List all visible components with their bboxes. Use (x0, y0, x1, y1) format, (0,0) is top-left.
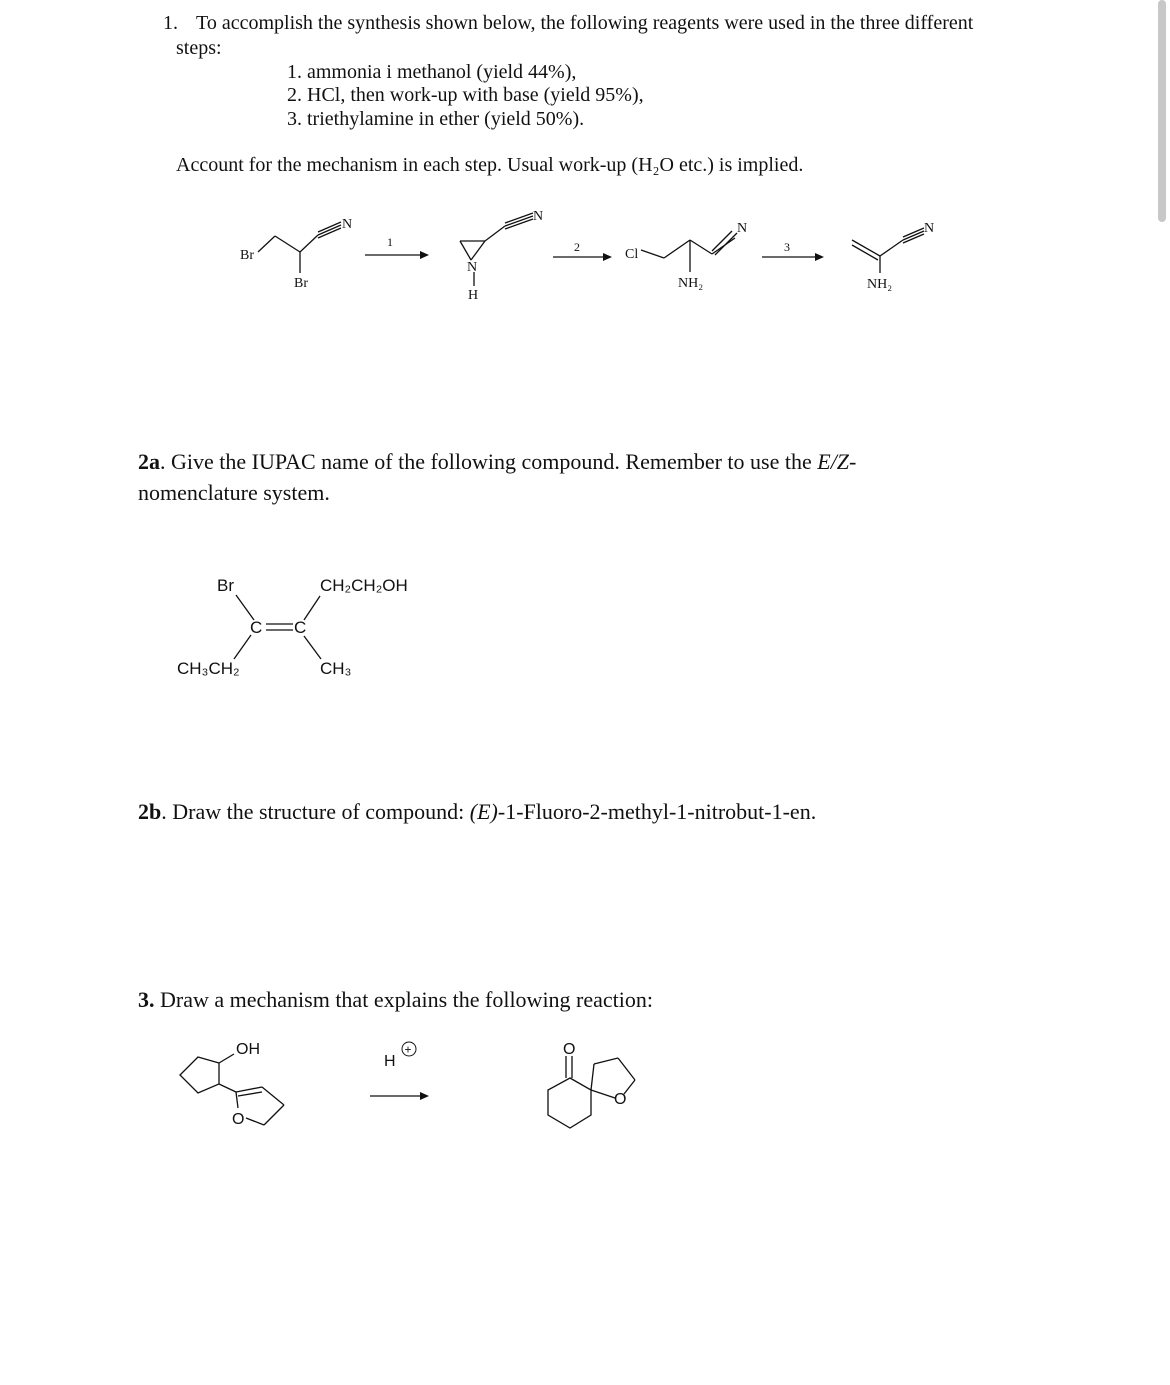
q1-intro-line2: steps: (176, 37, 222, 59)
q2a-prompt (138, 449, 856, 475)
q2b-text: . Draw the structure of compound: (161, 799, 470, 824)
q1-intro-line1: To accomplish the synthesis shown below, the following reagents were used in the three different (196, 12, 974, 34)
q1-reaction-scheme (0, 200, 1170, 320)
scrollbar[interactable] (1158, 0, 1166, 222)
atom-n-aziridine: N (467, 260, 478, 275)
q1-step-3: 3. triethylamine in ether (yield 50%). (287, 108, 585, 130)
atom-n-3: N (737, 221, 748, 236)
atom-br-1: Br (240, 248, 254, 263)
atom-nh2-2: NH₂ (867, 277, 893, 292)
q3-text: Draw a mechanism that explains the following reaction: (154, 987, 654, 1012)
q2a-ez: E/Z- (817, 449, 857, 474)
q2a-prompt-line2: nomenclature system. (138, 480, 330, 505)
q2b-stereo: (E) (469, 799, 498, 824)
q3-label: 3. (138, 987, 155, 1012)
q3-reaction-scheme (160, 1030, 680, 1140)
reagent-plus: + (404, 1042, 412, 1057)
q2b-label: 2b (138, 799, 162, 824)
q3-prompt (138, 987, 653, 1013)
arrow-label-1: 1 (387, 235, 393, 249)
q1-number: 1. (163, 12, 178, 34)
substituent-ch3ch2: CH₃CH₂ (177, 659, 240, 678)
atom-n-4: N (924, 221, 935, 236)
q2b-compound-name: -1-Fluoro-2-methyl-1-nitrobut-1-en. (497, 799, 817, 824)
atom-nh2-1: NH₂ (678, 276, 704, 291)
carbon-left: C (250, 618, 263, 637)
q2a-label: 2a (138, 449, 160, 474)
product-ring-o: O (614, 1091, 627, 1108)
q2b-prompt (138, 799, 816, 825)
reactant-ring-o: O (232, 1111, 245, 1128)
reactant-oh: OH (236, 1041, 260, 1058)
q1-instruction: Account for the mechanism in each step. Usual work-up (H₂O etc.) is implied. (176, 154, 804, 176)
atom-h-aziridine: H (468, 288, 479, 303)
arrow-label-2: 2 (574, 240, 580, 254)
atom-n-2: N (533, 209, 544, 224)
q1-step-2: 2. HCl, then work-up with base (yield 95%), (287, 84, 644, 106)
product-carbonyl-o: O (563, 1041, 576, 1058)
atom-br-2: Br (294, 276, 308, 291)
carbon-right: C (294, 618, 307, 637)
q1-step-1: 1. ammonia i methanol (yield 44%), (287, 61, 577, 83)
substituent-br: Br (217, 576, 234, 595)
q2a-text: . Give the IUPAC name of the following compound. Remember to use the (160, 449, 818, 474)
q2a-alkene-structure (150, 560, 470, 690)
atom-cl: Cl (625, 247, 639, 262)
arrow-label-3: 3 (784, 240, 790, 254)
substituent-ch2ch2oh: CH₂CH₂OH (320, 576, 408, 595)
substituent-ch3: CH₃ (320, 659, 352, 678)
reagent-h: H (384, 1053, 396, 1070)
atom-n-1: N (342, 217, 353, 232)
